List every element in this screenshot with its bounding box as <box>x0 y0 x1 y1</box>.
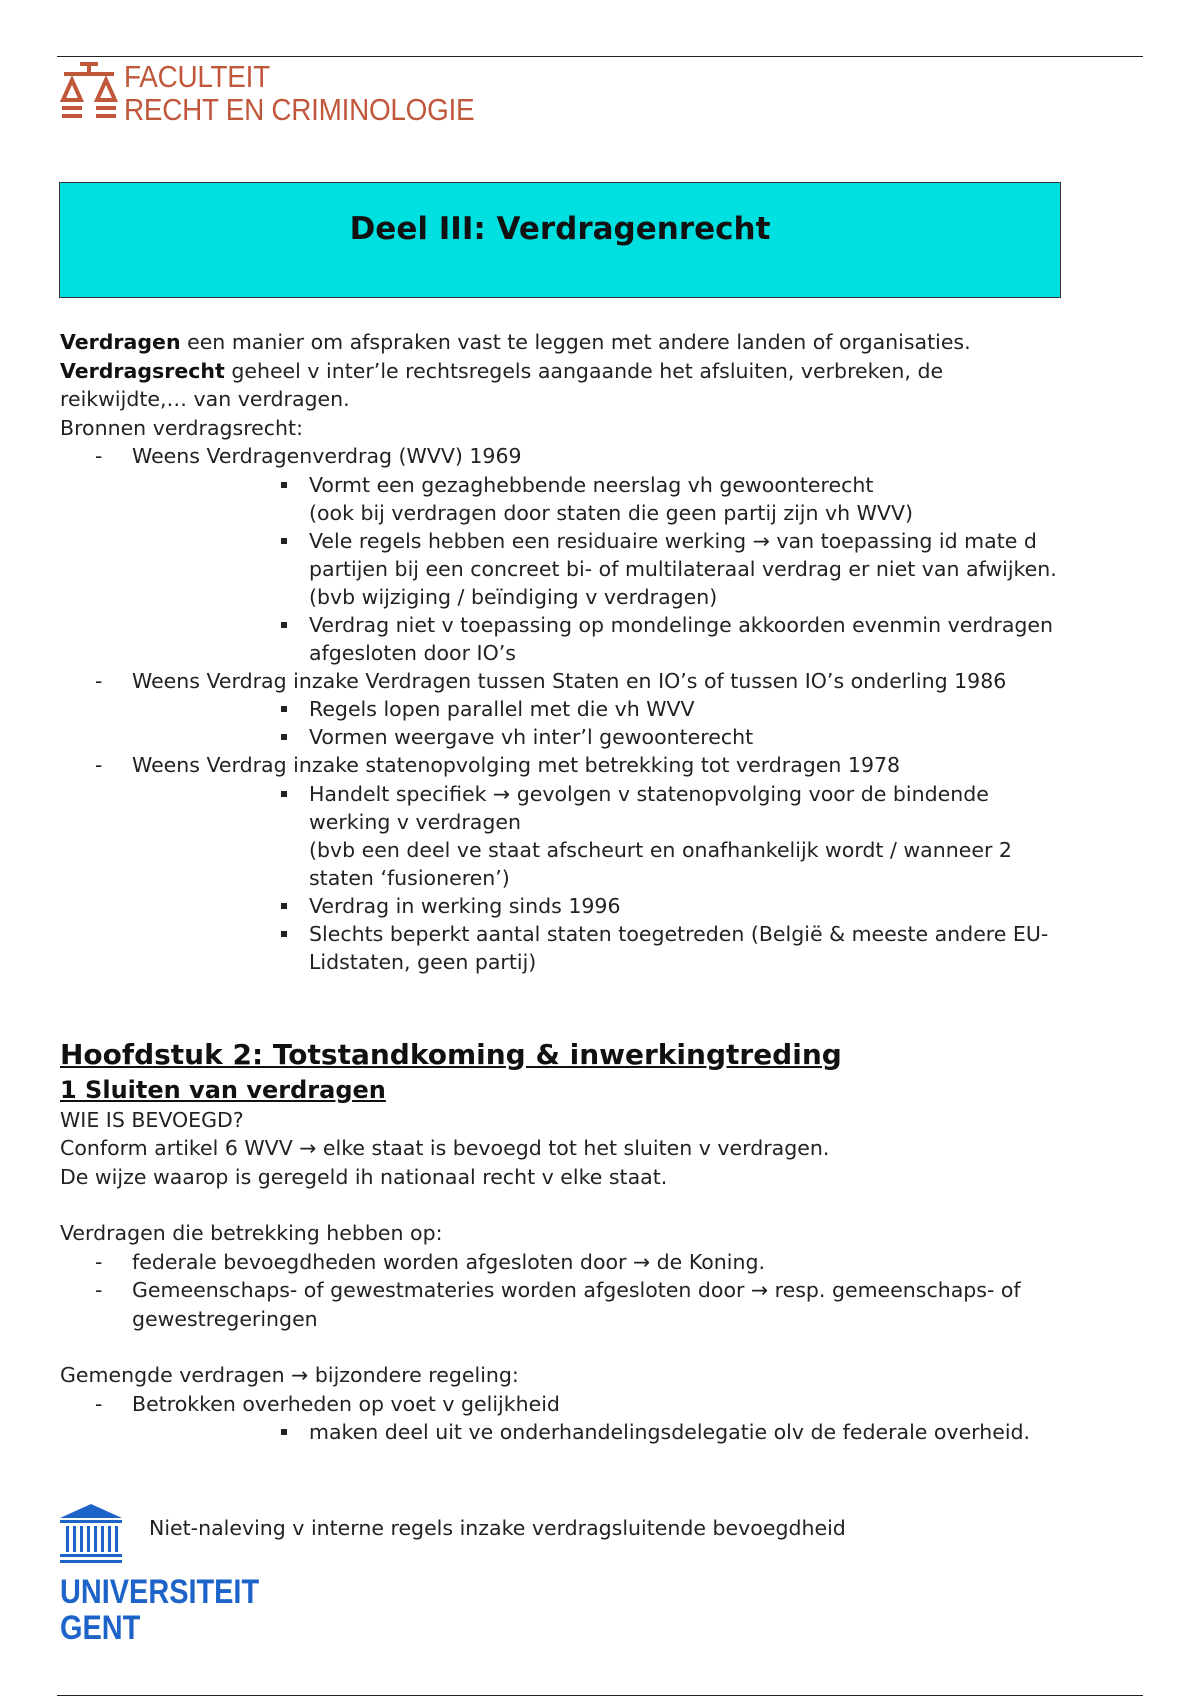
chapter-heading: Hoofdstuk 2: Totstandkoming & inwerkingtreding <box>60 1037 842 1071</box>
paragraph: Conform artikel 6 WVV → elke staat is bevoegd tot het sluiten v verdragen. <box>60 1136 830 1160</box>
title-box <box>59 182 1061 298</box>
list-item: - Weens Verdragenverdrag (WVV) 1969 Vormt een gezaghebbende neerslag vh gewoonterecht (ook bij verdragen door staten die geen partij zijn vh WVV) Vele regels hebben een residuaire werking → van toepassing id mate d partijen bij een concreet bi- of multilateraal verdrag er niet van afwijken. (bvb wijziging / beïndiging v verdragen) Verdrag niet v toepassing op mondelinge akkoorden evenmin verdragen afgesloten door IO’s <box>60 442 1100 667</box>
list-item: - Weens Verdrag inzake Verdragen tussen Staten en IO’s of tussen IO’s onderling 1986 Regels lopen parallel met die vh WVV Vormen weergave vh inter’l gewoonterecht <box>60 667 1100 752</box>
list-item: - Betrokken overheden op voet v gelijkheid maken deel uit ve onderhandelingsdelegatie olv de federale overheid. <box>60 1390 1100 1447</box>
list-item: Verdrag in werking sinds 1996 <box>277 892 1100 920</box>
paragraph: De wijze waarop is geregeld ih nationaal recht v elke staat. <box>60 1164 668 1189</box>
list-item: Regels lopen parallel met die vh WVV <box>277 695 1100 723</box>
mixed-label: Gemengde verdragen → bijzondere regeling: <box>60 1363 519 1387</box>
faculty-name-line2: RECHT EN CRIMINOLOGIE <box>124 92 475 127</box>
intro-line2: Verdragsrecht geheel v inter’le rechtsregels aangaande het afsluiten, verbreken, de <box>60 358 944 383</box>
bottom-rule <box>57 1695 1143 1696</box>
section-heading: 1 Sluiten van verdragen <box>60 1075 386 1104</box>
faculty-name-line1: FACULTEIT <box>124 59 270 94</box>
list-item: maken deel uit ve onderhandelingsdelegatie olv de federale overheid. <box>277 1418 1100 1446</box>
university-logo <box>58 1502 124 1566</box>
list-item: Slechts beperkt aantal staten toegetreden (België & meeste andere EU- Lidstaten, geen partij) <box>277 920 1100 976</box>
faculty-logo <box>58 60 513 126</box>
term-verdragsrecht: Verdragsrecht <box>60 358 225 383</box>
term-verdragen: Verdragen <box>60 330 181 354</box>
sources-list <box>60 442 1100 976</box>
intro-line1: Verdragen een manier om afspraken vast te leggen met andere landen of organisaties. <box>60 330 971 354</box>
question-label: WIE IS BEVOEGD? <box>60 1107 244 1132</box>
relating-list <box>60 1248 1100 1334</box>
document-body <box>60 328 1100 1446</box>
scales-of-justice-icon <box>58 60 120 124</box>
page-title: Deel III: Verdragenrecht <box>349 211 771 247</box>
list-item: - Weens Verdrag inzake statenopvolging met betrekking tot verdragen 1978 Handelt specifiek → gevolgen v statenopvolging voor de bindende werking v verdragen (bvb een deel ve staat afscheurt en onafhankelijk wordt / wanneer 2 staten ‘fusioneren’) Verdrag in werking sinds 1996 Slechts beperkt aantal staten toegetreden (België & meeste andere EU- Lidstaten, geen partij) <box>60 751 1100 976</box>
top-rule <box>57 56 1143 57</box>
sources-label: Bronnen verdragsrecht: <box>60 415 303 440</box>
relating-label: Verdragen die betrekking hebben op: <box>60 1221 443 1245</box>
list-item: - Gemeenschaps- of gewestmateries worden afgesloten door → resp. gemeenschaps- of gewestregeringen <box>60 1276 1100 1333</box>
list-item: - federale bevoegdheden worden afgesloten door → de Koning. <box>60 1248 1100 1277</box>
list-item: Verdrag niet v toepassing op mondelinge akkoorden evenmin verdragen afgesloten door IO’s <box>277 611 1100 667</box>
list-item: Vormt een gezaghebbende neerslag vh gewoonterecht (ook bij verdragen door staten die geen partij zijn vh WVV) <box>277 471 1100 527</box>
university-building-icon <box>58 1502 124 1566</box>
list-item: Vormen weergave vh inter’l gewoonterecht <box>277 723 1100 751</box>
last-paragraph: Niet-naleving v interne regels inzake verdragsluitende bevoegdheid <box>149 1516 846 1540</box>
list-item: Handelt specifiek → gevolgen v statenopvolging voor de bindende werking v verdragen (bvb een deel ve staat afscheurt en onafhankelijk wordt / wanneer 2 staten ‘fusioneren’) <box>277 780 1100 892</box>
intro-line3: reikwijdte,… van verdragen. <box>60 387 350 411</box>
university-name: UNIVERSITEIT GENT <box>60 1573 260 1647</box>
list-item: Vele regels hebben een residuaire werking → van toepassing id mate d partijen bij een concreet bi- of multilateraal verdrag er niet van afwijken. (bvb wijziging / beïndiging v verdragen) <box>277 527 1100 611</box>
mixed-list <box>60 1390 1100 1447</box>
